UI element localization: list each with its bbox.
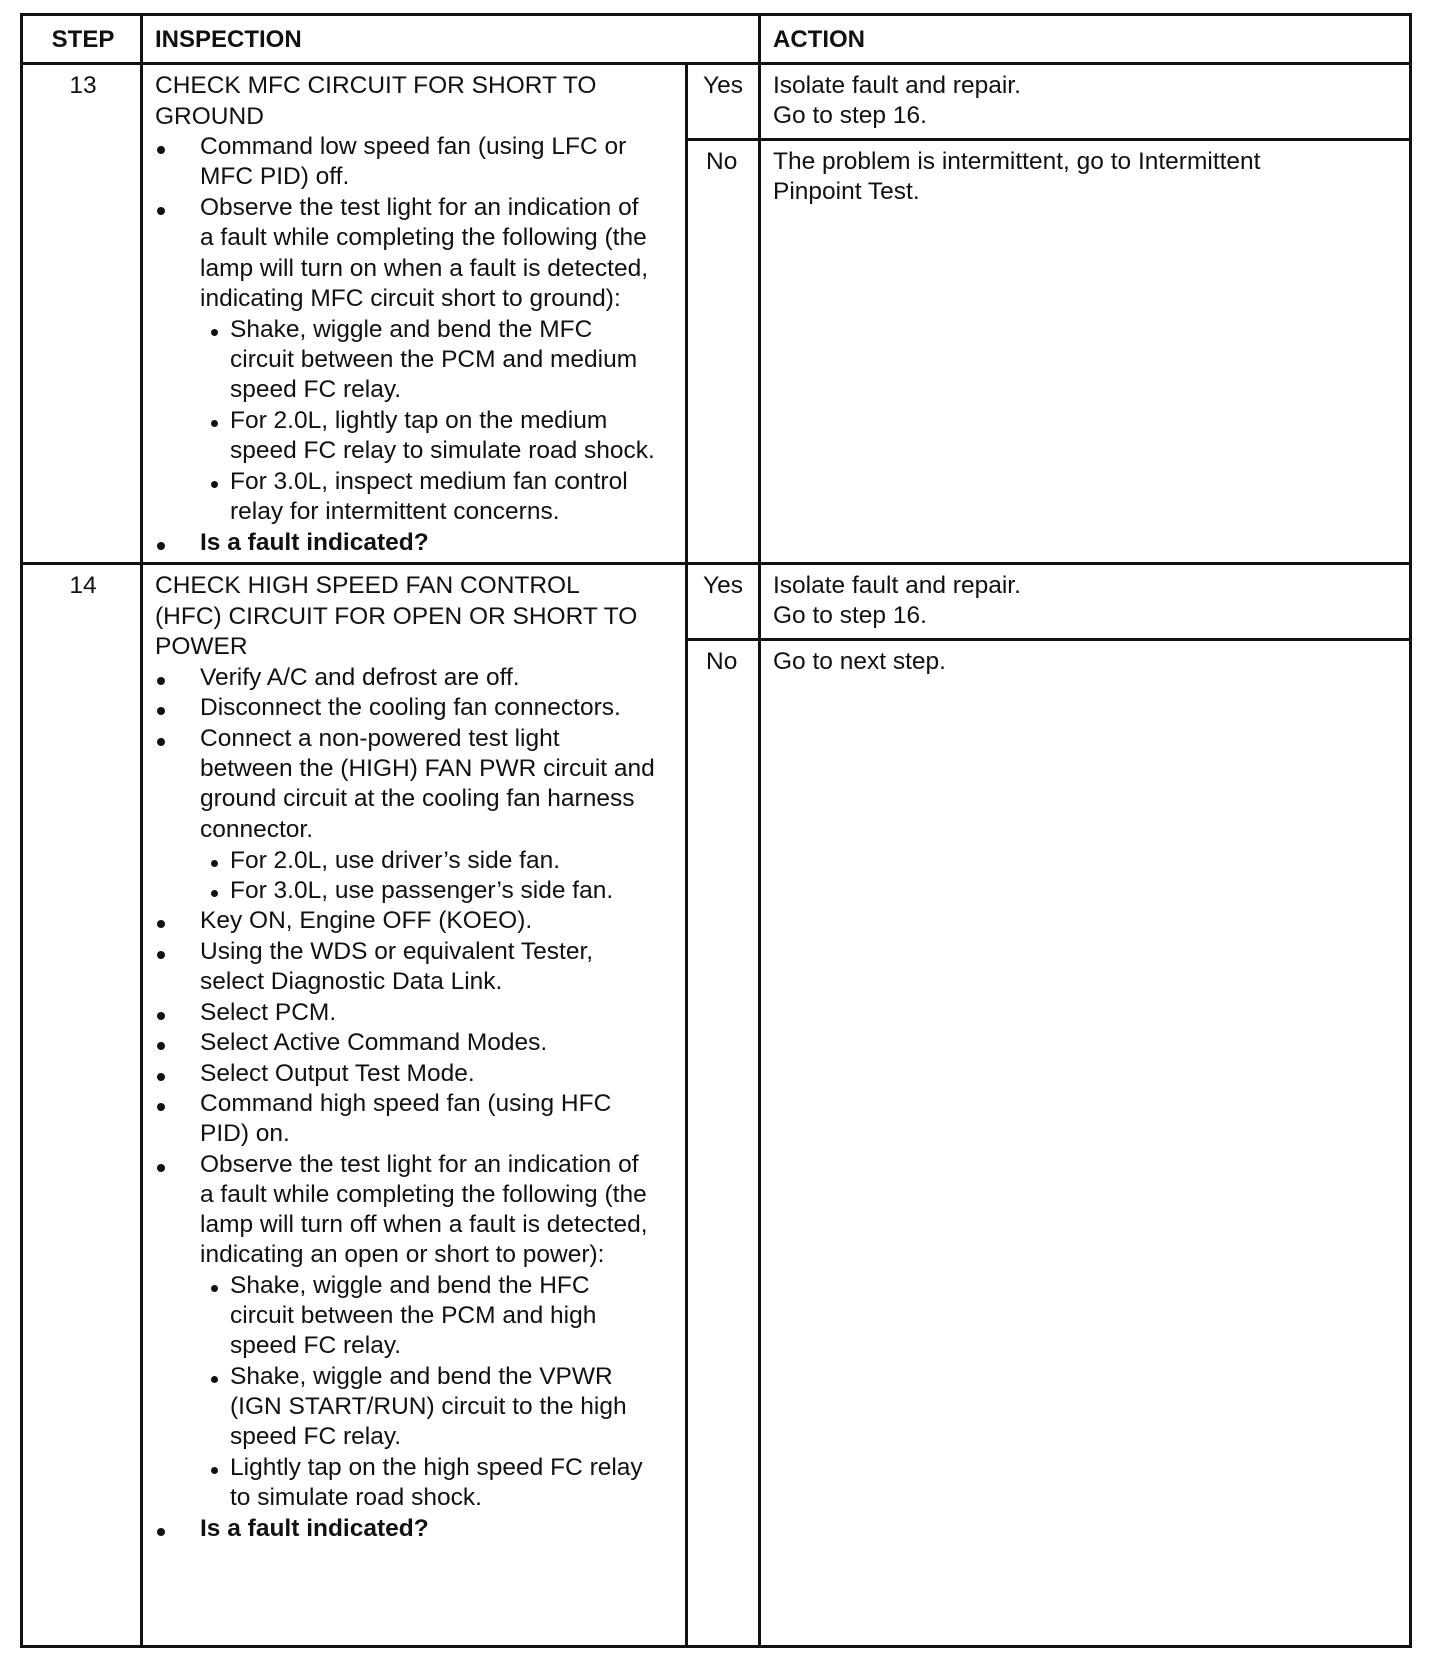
- header-step: STEP: [51, 26, 115, 53]
- row14-yes-divider: [685, 638, 1409, 641]
- inspection-item-line: Select PCM.: [200, 999, 337, 1026]
- bullet-icon: [157, 1528, 165, 1536]
- inspection-question: Is a fault indicated?: [200, 529, 429, 556]
- inspection-subitem-line: For 2.0L, lightly tap on the medium: [230, 407, 608, 434]
- inspection-title-line: (HFC) CIRCUIT FOR OPEN OR SHORT TO: [155, 603, 638, 630]
- action-line: The problem is intermittent, go to Intermittent: [773, 148, 1261, 175]
- inspection-subitem-line: Shake, wiggle and bend the VPWR: [230, 1363, 613, 1390]
- inspection-item-line: a fault while completing the following (the: [200, 224, 647, 251]
- sub-bullet-icon: [211, 860, 218, 867]
- inspection-item-line: indicating MFC circuit short to ground):: [200, 285, 621, 312]
- bullet-icon: [157, 542, 165, 550]
- bullet-icon: [157, 207, 165, 215]
- inspection-item-line: Using the WDS or equivalent Tester,: [200, 938, 594, 965]
- inspection-item-line: lamp will turn on when a fault is detected,: [200, 255, 649, 282]
- inspection-title-line: CHECK MFC CIRCUIT FOR SHORT TO: [155, 72, 597, 99]
- inspection-item-line: Command high speed fan (using HFC: [200, 1090, 612, 1117]
- inspection-item-line: MFC PID) off.: [200, 163, 350, 190]
- inspection-subitem-line: to simulate road shock.: [230, 1484, 482, 1511]
- col-divider-yesno: [685, 64, 688, 1646]
- bullet-icon: [157, 1103, 165, 1111]
- inspection-title-line: CHECK HIGH SPEED FAN CONTROL: [155, 572, 580, 599]
- inspection-item-line: lamp will turn off when a fault is detected,: [200, 1211, 648, 1238]
- bullet-icon: [157, 1073, 165, 1081]
- col-divider-step: [140, 16, 143, 1646]
- inspection-subitem-line: speed FC relay.: [230, 1332, 402, 1359]
- inspection-subitem-line: circuit between the PCM and high: [230, 1302, 597, 1329]
- inspection-item-line: select Diagnostic Data Link.: [200, 968, 503, 995]
- no-label: No: [706, 648, 738, 675]
- col-divider-action: [758, 16, 761, 1646]
- sub-bullet-icon: [211, 329, 218, 336]
- bullet-icon: [157, 146, 165, 154]
- inspection-subitem-line: For 2.0L, use driver’s side fan.: [230, 847, 561, 874]
- header-action: ACTION: [773, 26, 865, 53]
- no-label: No: [706, 148, 738, 175]
- inspection-item-line: Disconnect the cooling fan connectors.: [200, 694, 621, 721]
- action-line: Go to step 16.: [773, 102, 927, 129]
- inspection-item-line: Select Output Test Mode.: [200, 1060, 475, 1087]
- action-line: Go to next step.: [773, 648, 946, 675]
- inspection-item-line: a fault while completing the following (the: [200, 1181, 647, 1208]
- inspection-subitem-line: speed FC relay.: [230, 1423, 402, 1450]
- inspection-subitem-line: relay for intermittent concerns.: [230, 498, 560, 525]
- bullet-icon: [157, 707, 165, 715]
- step-number: 14: [69, 572, 97, 599]
- inspection-item-line: Verify A/C and defrost are off.: [200, 664, 520, 691]
- inspection-item-line: indicating an open or short to power):: [200, 1241, 605, 1268]
- step-number: 13: [69, 72, 97, 99]
- inspection-subitem-line: (IGN START/RUN) circuit to the high: [230, 1393, 627, 1420]
- yes-label: Yes: [703, 72, 743, 99]
- inspection-subitem-line: speed FC relay.: [230, 376, 402, 403]
- inspection-subitem-line: speed FC relay to simulate road shock.: [230, 437, 655, 464]
- bullet-icon: [157, 677, 165, 685]
- inspection-item-line: Key ON, Engine OFF (KOEO).: [200, 907, 533, 934]
- header-divider: [23, 62, 1409, 65]
- sub-bullet-icon: [211, 420, 218, 427]
- inspection-title-line: GROUND: [155, 103, 264, 130]
- yes-label: Yes: [703, 572, 743, 599]
- sub-bullet-icon: [211, 1467, 218, 1474]
- inspection-question: Is a fault indicated?: [200, 1515, 429, 1542]
- inspection-subitem-line: Lightly tap on the high speed FC relay: [230, 1454, 643, 1481]
- inspection-item-line: Select Active Command Modes.: [200, 1029, 548, 1056]
- inspection-subitem-line: For 3.0L, use passenger’s side fan.: [230, 877, 614, 904]
- bullet-icon: [157, 1042, 165, 1050]
- sub-bullet-icon: [211, 1376, 218, 1383]
- inspection-title-line: POWER: [155, 633, 248, 660]
- header-inspection: INSPECTION: [155, 26, 302, 53]
- inspection-item-line: ground circuit at the cooling fan harness: [200, 785, 635, 812]
- action-line: Pinpoint Test.: [773, 178, 920, 205]
- inspection-item-line: PID) on.: [200, 1120, 290, 1147]
- bullet-icon: [157, 1012, 165, 1020]
- inspection-subitem-line: Shake, wiggle and bend the MFC: [230, 316, 593, 343]
- action-line: Isolate fault and repair.: [773, 72, 1021, 99]
- bullet-icon: [157, 951, 165, 959]
- inspection-item-line: connector.: [200, 816, 314, 843]
- inspection-item-line: Command low speed fan (using LFC or: [200, 133, 627, 160]
- bullet-icon: [157, 1164, 165, 1172]
- sub-bullet-icon: [211, 1285, 218, 1292]
- inspection-item-line: Connect a non-powered test light: [200, 725, 560, 752]
- action-line: Isolate fault and repair.: [773, 572, 1021, 599]
- sub-bullet-icon: [211, 890, 218, 897]
- inspection-subitem-line: circuit between the PCM and medium: [230, 346, 638, 373]
- inspection-subitem-line: Shake, wiggle and bend the HFC: [230, 1272, 590, 1299]
- action-line: Go to step 16.: [773, 602, 927, 629]
- bullet-icon: [157, 738, 165, 746]
- sub-bullet-icon: [211, 481, 218, 488]
- row13-yes-divider: [685, 138, 1409, 141]
- row-divider: [23, 562, 1409, 565]
- inspection-item-line: between the (HIGH) FAN PWR circuit and: [200, 755, 655, 782]
- bullet-icon: [157, 920, 165, 928]
- inspection-item-line: Observe the test light for an indication of: [200, 194, 639, 221]
- inspection-subitem-line: For 3.0L, inspect medium fan control: [230, 468, 628, 495]
- inspection-item-line: Observe the test light for an indication of: [200, 1151, 639, 1178]
